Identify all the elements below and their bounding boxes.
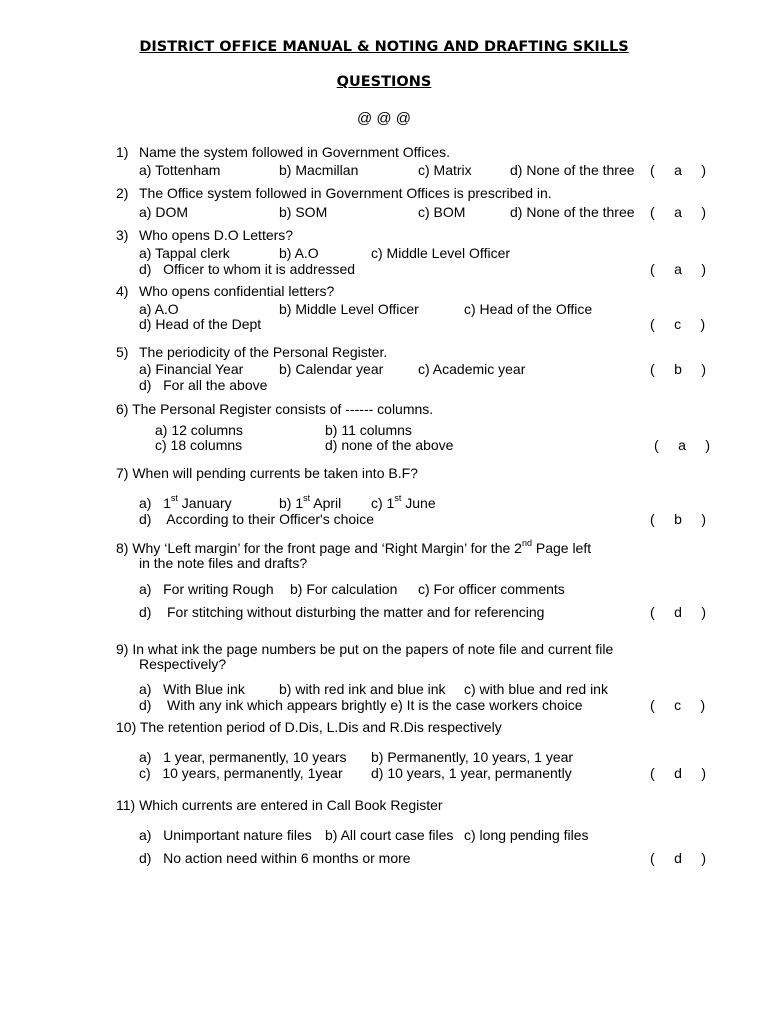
option-b bbox=[279, 495, 341, 511]
option-b: b) Macmillan bbox=[279, 162, 359, 178]
question-text: Who opens D.O Letters? bbox=[139, 227, 294, 243]
separator: @ @ @ bbox=[356, 110, 412, 127]
option-a: a) Unimportant nature files bbox=[139, 827, 312, 843]
option-c: c) BOM bbox=[418, 204, 466, 220]
option-c: c) 10 years, permanently, 1year bbox=[139, 765, 343, 781]
option-c bbox=[371, 495, 436, 511]
option-b-suffix: April bbox=[310, 495, 342, 511]
answer: ( c ) bbox=[650, 316, 706, 332]
option-b: b) 11 columns bbox=[325, 422, 412, 438]
answer: ( a ) bbox=[650, 261, 707, 277]
option-b: b) with red ink and blue ink bbox=[279, 681, 446, 697]
question-text: 7) When will pending currents be taken into B.F? bbox=[116, 465, 418, 481]
option-d: d) No action need within 6 months or more bbox=[139, 850, 411, 866]
question-text: The Office system followed in Government Offices is prescribed in. bbox=[139, 185, 552, 201]
document-title: DISTRICT OFFICE MANUAL & NOTING AND DRAFTING SKILLS bbox=[139, 39, 629, 55]
answer: ( b ) bbox=[650, 361, 707, 377]
question-text: The periodicity of the Personal Register. bbox=[139, 344, 388, 360]
answer: ( a ) bbox=[650, 204, 707, 220]
option-b-superscript: st bbox=[303, 493, 311, 504]
option-b: b) Permanently, 10 years, 1 year bbox=[371, 749, 574, 765]
option-b: b) All court case files bbox=[325, 827, 454, 843]
option-a: a) DOM bbox=[139, 204, 188, 220]
option-b: b) Middle Level Officer bbox=[279, 301, 419, 317]
answer: ( a ) bbox=[650, 162, 707, 178]
option-c: c) Middle Level Officer bbox=[371, 245, 511, 261]
option-a: a) Financial Year bbox=[139, 361, 244, 377]
option-c: c) Academic year bbox=[418, 361, 526, 377]
option-d: d) 10 years, 1 year, permanently bbox=[371, 765, 572, 781]
option-a-suffix: January bbox=[177, 495, 232, 511]
question-number: 4) bbox=[116, 283, 129, 299]
option-b-prefix: b) 1 bbox=[279, 495, 304, 511]
answer: ( a ) bbox=[654, 437, 711, 453]
question-text-superscript: nd bbox=[521, 538, 532, 549]
option-d: d) According to their Officer's choice bbox=[139, 511, 375, 527]
answer: ( d ) bbox=[650, 850, 707, 866]
option-d: d) none of the above bbox=[325, 437, 454, 453]
question-text: Name the system followed in Government Offices. bbox=[139, 144, 450, 160]
question-text bbox=[116, 540, 591, 556]
option-a: a) A.O bbox=[139, 301, 179, 317]
option-d: d) With any ink which appears brightly e) It is the case workers choice bbox=[139, 697, 583, 713]
answer: ( d ) bbox=[650, 604, 707, 620]
option-c: c) Matrix bbox=[418, 162, 472, 178]
option-a: a) Tottenham bbox=[139, 162, 221, 178]
option-c: c) Head of the Office bbox=[464, 301, 593, 317]
option-c: c) For officer comments bbox=[418, 581, 565, 597]
option-b: b) A.O bbox=[279, 245, 319, 261]
question-text-prefix: 8) Why ‘Left margin’ for the front page and ‘Right Margin’ for the 2 bbox=[116, 540, 522, 556]
question-number: 1) bbox=[116, 144, 129, 160]
answer: ( b ) bbox=[650, 511, 707, 527]
option-a: a) 1 year, permanently, 10 years bbox=[139, 749, 347, 765]
question-text: 6) The Personal Register consists of ------ columns. bbox=[116, 401, 434, 417]
option-d: d) None of the three bbox=[510, 162, 635, 178]
question-number: 2) bbox=[116, 185, 129, 201]
option-d: d) Officer to whom it is addressed bbox=[139, 261, 356, 277]
answer: ( c ) bbox=[650, 697, 706, 713]
option-a bbox=[139, 495, 232, 511]
option-d: d) For stitching without disturbing the matter and for referencing bbox=[139, 604, 545, 620]
option-d: d) Head of the Dept bbox=[139, 316, 262, 332]
question-text: Who opens confidential letters? bbox=[139, 283, 335, 299]
option-c-prefix: c) 1 bbox=[371, 495, 395, 511]
question-number: 5) bbox=[116, 344, 129, 360]
option-b: b) For calculation bbox=[290, 581, 398, 597]
document-subtitle: QUESTIONS bbox=[336, 74, 432, 90]
option-d: d) For all the above bbox=[139, 377, 268, 393]
option-a: a) 12 columns bbox=[155, 422, 243, 438]
option-a: a) Tappal clerk bbox=[139, 245, 230, 261]
option-c-suffix: June bbox=[401, 495, 436, 511]
question-number: 3) bbox=[116, 227, 129, 243]
option-a: a) With Blue ink bbox=[139, 681, 245, 697]
option-c: c) with blue and red ink bbox=[464, 681, 608, 697]
question-text: 11) Which currents are entered in Call Book Register bbox=[116, 797, 443, 813]
option-b: b) SOM bbox=[279, 204, 328, 220]
option-a-superscript: st bbox=[170, 493, 178, 504]
question-text: 9) In what ink the page numbers be put on the papers of note file and current file bbox=[116, 641, 614, 657]
option-d: d) None of the three bbox=[510, 204, 635, 220]
option-c: c) 18 columns bbox=[155, 437, 243, 453]
answer: ( d ) bbox=[650, 765, 707, 781]
question-text-line-2: Respectively? bbox=[139, 656, 227, 672]
question-text-line-2: in the note files and drafts? bbox=[139, 555, 308, 571]
question-text-suffix: Page left bbox=[531, 540, 592, 556]
option-a: a) For writing Rough bbox=[139, 581, 274, 597]
question-text: 10) The retention period of D.Dis, L.Dis and R.Dis respectively bbox=[116, 719, 502, 735]
option-a-prefix: a) 1 bbox=[139, 495, 171, 511]
option-b: b) Calendar year bbox=[279, 361, 384, 377]
option-c: c) long pending files bbox=[464, 827, 589, 843]
option-c-superscript: st bbox=[394, 493, 402, 504]
